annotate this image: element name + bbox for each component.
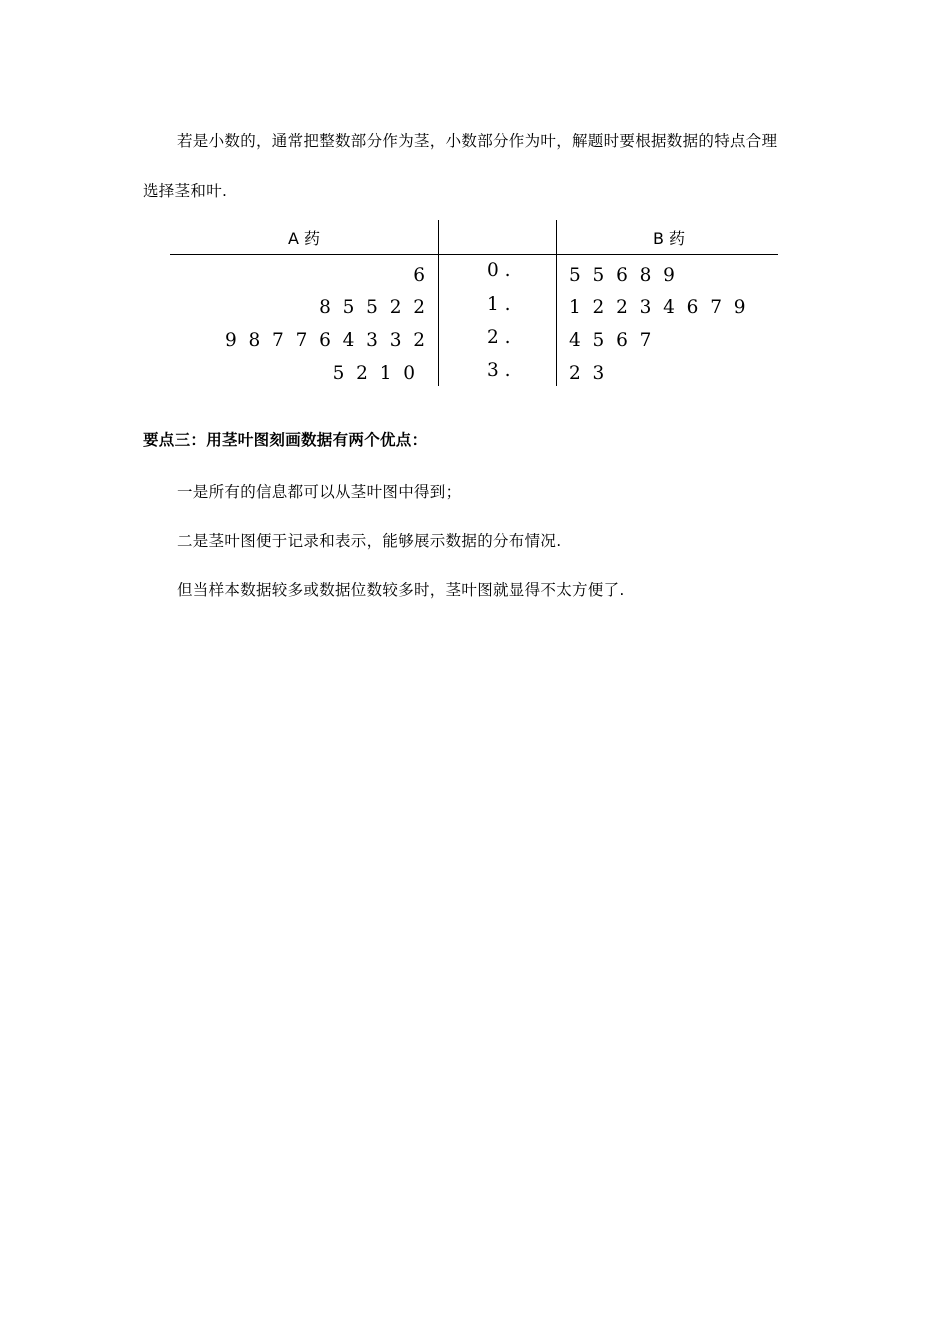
b-leaves-row-0: 5 5 6 8 9 <box>569 265 675 286</box>
advantage-point-1: 一是所有的信息都可以从茎叶图中得到； <box>177 483 462 501</box>
intro-line-2: 选择茎和叶. <box>143 182 228 200</box>
advantage-point-2: 二是茎叶图便于记录和表示，能够展示数据的分布情况. <box>177 532 562 550</box>
header-a-drug: A 药 <box>287 229 321 248</box>
divider-right <box>556 220 557 386</box>
a-leaves-row-0: 6 <box>413 265 425 286</box>
b-leaves-row-1: 1 2 2 3 4 6 7 9 <box>569 297 746 318</box>
header-divider <box>170 254 778 255</box>
stem-leaf-table <box>170 220 780 388</box>
a-leaves-row-1: 8 5 5 2 2 <box>319 297 425 318</box>
b-leaves-row-3: 2 3 <box>569 363 605 384</box>
divider-left <box>438 220 439 386</box>
stem-row-3: 3 . <box>487 360 511 381</box>
section-heading: 要点三：用茎叶图刻画数据有两个优点： <box>143 431 428 449</box>
header-b-drug: B 药 <box>652 229 686 248</box>
stem-row-1: 1 . <box>487 294 511 315</box>
limitation-note: 但当样本数据较多或数据位数较多时，茎叶图就显得不太方便了. <box>177 581 625 599</box>
intro-line-1: 若是小数的，通常把整数部分作为茎，小数部分作为叶，解题时要根据数据的特点合理 <box>177 132 778 150</box>
stem-row-2: 2 . <box>487 327 511 348</box>
a-leaves-row-3: 5 2 1 0 <box>332 363 415 384</box>
b-leaves-row-2: 4 5 6 7 <box>569 330 652 351</box>
stem-row-0: 0 . <box>487 260 511 281</box>
a-leaves-row-2: 9 8 7 7 6 4 3 3 2 <box>224 330 425 351</box>
